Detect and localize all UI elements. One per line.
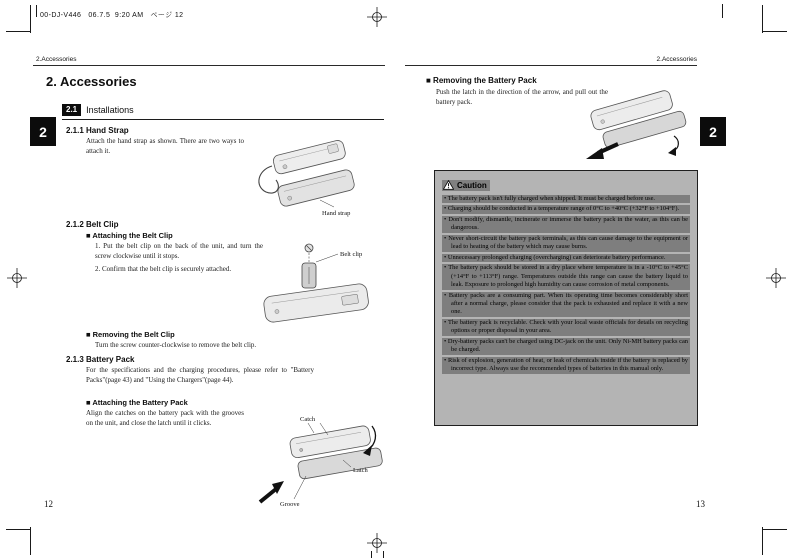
caution-item: • Don't modify, dismantle, incinerate or immerse the battery pack in the water, as this can be dangerous. xyxy=(444,215,688,232)
registration-mark xyxy=(367,533,387,553)
hand-strap-figure xyxy=(248,136,380,220)
running-head: 2.Accessories xyxy=(656,56,697,63)
trim-mark xyxy=(762,527,763,555)
battery-pack-body: For the specifications and the charging procedures, please refer to "Battery Packs"(page 43) and "Using the Chargers"(page 44). xyxy=(86,366,314,384)
chapter-tab-left: 2 xyxy=(30,117,56,146)
trim-mark xyxy=(6,529,31,530)
trim-mark xyxy=(30,5,31,33)
registration-mark xyxy=(766,268,786,288)
latch-label: Latch xyxy=(353,467,368,474)
caution-item: • Battery packs are a consuming part. When its operating time becomes considerably short after a normal charge, please consider that the pack is exhausted and replace it with a new one. xyxy=(444,291,688,316)
belt-clip-figure-label: Belt clip xyxy=(340,251,363,258)
trim-mark xyxy=(762,529,787,530)
trim-mark xyxy=(30,527,31,555)
print-proof-header: 00-DJ-V446 06.7.5 9:20 AM ページ 12 xyxy=(40,12,184,19)
trim-mark xyxy=(36,5,37,17)
caution-box xyxy=(434,170,698,426)
battery-remove-figure xyxy=(574,84,696,164)
heading-removing-belt-clip: ■ Removing the Belt Clip xyxy=(86,330,175,339)
heading-hand-strap: 2.1.1 Hand Strap xyxy=(66,126,129,135)
chapter-tab-right: 2 xyxy=(700,117,726,146)
heading-belt-clip: 2.1.2 Belt Clip xyxy=(66,220,119,229)
running-head: 2.Accessories xyxy=(36,56,77,63)
catch-label: Catch xyxy=(300,416,316,423)
hand-strap-body: Attach the hand strap as shown. There are two ways to attach it. xyxy=(86,137,244,155)
page-number-left: 12 xyxy=(44,499,53,509)
section-label: Installations xyxy=(86,105,134,115)
belt-clip-step: 1. Put the belt clip on the back of the unit, and turn the screw clockwise until it stops. xyxy=(95,242,263,260)
section-bar xyxy=(62,104,384,120)
caution-item: • Unnecessary prolonged charging (overcharging) can deteriorate battery performance. xyxy=(442,254,690,262)
caution-item: • Risk of explosion, generation of heat, or leak of chemicals inside if the battery is replaced by incorrect type. Always use the recommended types of batteries in this manual only. xyxy=(444,356,688,373)
head-rule xyxy=(405,65,697,66)
belt-clip-steps xyxy=(95,242,263,279)
caution-item: • Dry-battery packs can't be charged using DC-jack on the unit. Only Ni-MH battery packs can be charged. xyxy=(444,337,688,354)
caution-item: • The battery pack should be stored in a dry place where temperature is in a -10°C to +45°C (+14°F to +113°F) range. Temperatures outside this range can cause the battery liquid to leak. Exposure to prolonged high humidity can cause corrosion of metal components. xyxy=(444,264,688,289)
battery-remove-illustration xyxy=(574,84,696,164)
head-rule xyxy=(33,65,385,66)
caution-item: • The battery pack is recyclable. Check with your local waste officials for details on recycling options or proper disposal in your area. xyxy=(444,318,688,335)
belt-clip-step: 2. Confirm that the belt clip is securely attached. xyxy=(95,265,232,274)
belt-clip-figure xyxy=(252,240,380,326)
registration-mark xyxy=(367,7,387,27)
belt-clip-removing-body: Turn the screw counter-clockwise to remove the belt clip. xyxy=(95,341,257,349)
hand-strap-illustration xyxy=(248,136,380,220)
warning-icon xyxy=(443,180,454,190)
trim-mark xyxy=(762,5,763,33)
caution-item: • Charging should be conducted in a temperature range of 0°C to +40°C (+32°F to +104°F). xyxy=(442,205,690,213)
page-title: 2. Accessories xyxy=(46,74,137,89)
registration-mark xyxy=(7,268,27,288)
section-number: 2.1 xyxy=(62,104,81,116)
belt-clip-illustration xyxy=(252,240,380,326)
hand-strap-figure-label: Hand strap xyxy=(322,210,351,217)
page-number-right: 13 xyxy=(696,499,705,509)
caution-header xyxy=(442,180,490,191)
battery-attach-figure xyxy=(250,412,386,508)
heading-battery-pack: 2.1.3 Battery Pack xyxy=(66,355,135,364)
trim-mark xyxy=(6,31,31,32)
trim-mark xyxy=(762,31,787,32)
caution-item: • Never short-circuit the battery pack terminals, as this can cause damage to the equipment or lead to heating of the battery which may cause burns. xyxy=(444,234,688,251)
trim-mark xyxy=(722,4,723,18)
battery-pack-attaching-body: Align the catches on the battery pack with the grooves on the unit, and close the latch until it clicks. xyxy=(86,409,244,427)
caution-title: Caution xyxy=(457,180,487,190)
groove-label: Groove xyxy=(280,501,300,508)
heading-removing-battery-pack: ■ Removing the Battery Pack xyxy=(426,76,537,85)
heading-attaching-belt-clip: ■ Attaching the Belt Clip xyxy=(86,231,173,240)
removing-battery-body: Push the latch in the direction of the arrow, and pull out the battery pack. xyxy=(436,88,608,106)
battery-attach-illustration xyxy=(250,412,386,508)
caution-item: • The battery pack isn't fully charged when shipped. It must be charged before use. xyxy=(442,195,690,203)
heading-attaching-battery-pack: ■ Attaching the Battery Pack xyxy=(86,398,188,407)
